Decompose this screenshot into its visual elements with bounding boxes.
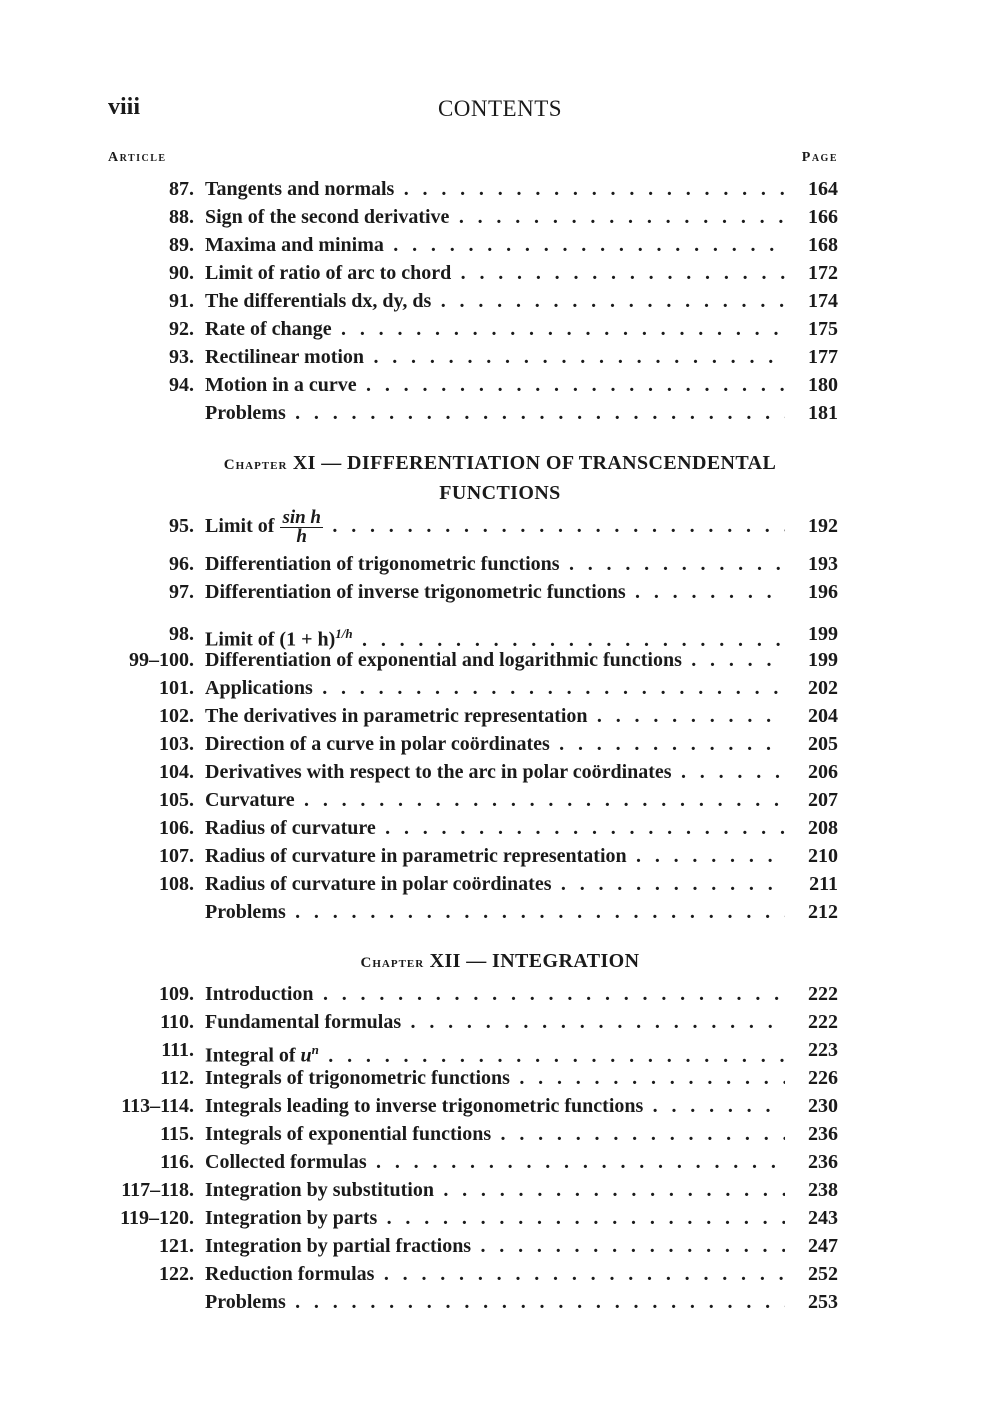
article-number: 96. xyxy=(169,553,194,575)
page-number: 205 xyxy=(808,733,838,755)
toc-entry[interactable] xyxy=(0,1036,1000,1067)
page-column-label: Page xyxy=(801,150,838,165)
article-number: 98. xyxy=(169,623,194,645)
toc-entry[interactable] xyxy=(0,786,1000,814)
toc-entry[interactable] xyxy=(0,612,1000,651)
toc-entry[interactable] xyxy=(0,1148,1000,1176)
page-number: 202 xyxy=(808,677,838,699)
entry-title: The differentials dx, dy, ds . . . xyxy=(205,287,785,315)
entry-title: Fundamental formulas . . . xyxy=(205,1008,785,1036)
toc-entry[interactable] xyxy=(0,578,1000,606)
toc-entry[interactable] xyxy=(0,758,1000,786)
entry-title: The derivatives in parametric representation . . . xyxy=(205,702,785,730)
entry-title: Differentiation of trigonometric functions . . . xyxy=(205,550,785,578)
page-number: 181 xyxy=(808,402,838,424)
article-number: 88. xyxy=(169,206,194,228)
toc-entry[interactable] xyxy=(0,646,1000,674)
entry-title-text: Integral of xyxy=(205,1044,296,1067)
exponent: 1/h xyxy=(335,626,353,641)
toc-entry[interactable] xyxy=(0,259,1000,287)
toc-entry[interactable] xyxy=(0,287,1000,315)
math-base: u xyxy=(300,1044,312,1067)
toc-entry[interactable] xyxy=(0,1204,1000,1232)
toc-entry[interactable] xyxy=(0,506,1000,546)
article-number: 119–120. xyxy=(120,1207,194,1229)
toc-entry[interactable] xyxy=(0,898,1000,926)
toc-entry[interactable] xyxy=(0,175,1000,203)
page-number: 238 xyxy=(808,1179,838,1201)
article-number: 109. xyxy=(159,983,194,1005)
page-number: 222 xyxy=(808,1011,838,1033)
toc-entry[interactable] xyxy=(0,730,1000,758)
page-number: 177 xyxy=(808,346,838,368)
entry-title: Limit of ratio of arc to chord . . . xyxy=(205,259,785,287)
chapter-xii-title: XII — INTEGRATION xyxy=(429,950,640,972)
page-number: 211 xyxy=(809,873,838,895)
entry-title: Problems . . . xyxy=(205,898,785,926)
article-number: 115. xyxy=(160,1123,194,1145)
page-number: 243 xyxy=(808,1207,838,1229)
page-number: 236 xyxy=(808,1151,838,1173)
entry-title: Sign of the second derivative . . . xyxy=(205,203,785,231)
toc-entry[interactable] xyxy=(0,371,1000,399)
entry-title: Rate of change . . . xyxy=(205,315,785,343)
page-number: 199 xyxy=(808,649,838,671)
page-number: 172 xyxy=(808,262,838,284)
entry-title: Motion in a curve . . . xyxy=(205,371,785,399)
toc-entry[interactable] xyxy=(0,870,1000,898)
entry-title: Integration by substitution . . . xyxy=(205,1176,785,1204)
fraction-numerator: sin h xyxy=(282,506,321,528)
page-number: 206 xyxy=(808,761,838,783)
article-number: 105. xyxy=(159,789,194,811)
page-number: 247 xyxy=(808,1235,838,1257)
page-number: 192 xyxy=(808,515,838,537)
page-number: 166 xyxy=(808,206,838,228)
entry-title: Integration by partial fractions . . . xyxy=(205,1232,785,1260)
page-number: 180 xyxy=(808,374,838,396)
toc-entry[interactable] xyxy=(0,203,1000,231)
article-number: 102. xyxy=(159,705,194,727)
chapter-xi-title: XI — DIFFERENTIATION OF TRANSCENDENTAL xyxy=(292,452,777,474)
entry-title: Rectilinear motion . . . xyxy=(205,343,785,371)
page-number: 223 xyxy=(808,1039,838,1061)
article-number: 116. xyxy=(160,1151,194,1173)
toc-entry[interactable] xyxy=(0,842,1000,870)
toc-entry[interactable] xyxy=(0,702,1000,730)
page-number: 196 xyxy=(808,581,838,603)
entry-title: Radius of curvature in parametric representation . . . xyxy=(205,842,785,870)
toc-entry[interactable] xyxy=(0,1008,1000,1036)
article-number: 121. xyxy=(159,1235,194,1257)
article-number: 93. xyxy=(169,346,194,368)
article-number: 122. xyxy=(159,1263,194,1285)
toc-entry[interactable] xyxy=(0,343,1000,371)
article-number: 111. xyxy=(161,1039,194,1061)
page-number: 212 xyxy=(808,901,838,923)
page-number: 236 xyxy=(808,1123,838,1145)
entry-title-text: Limit of xyxy=(205,515,275,537)
article-number: 89. xyxy=(169,234,194,256)
article-number: 112. xyxy=(160,1067,194,1089)
toc-entry[interactable] xyxy=(0,1092,1000,1120)
running-title: CONTENTS xyxy=(437,96,563,121)
page-number: 226 xyxy=(808,1067,838,1089)
entry-title: Integrals leading to inverse trigonometric functions . . . xyxy=(205,1092,785,1120)
entry-title: Radius of curvature in polar coördinates . . . xyxy=(205,870,785,898)
entry-title: Integrals of exponential functions . . . xyxy=(205,1120,785,1148)
article-number: 101. xyxy=(159,677,194,699)
chapter-xi-prefix: Chapter xyxy=(223,457,288,473)
article-number: 108. xyxy=(159,873,194,895)
fraction-denominator: h xyxy=(296,525,307,546)
exponent: n xyxy=(311,1042,319,1057)
article-number: 94. xyxy=(169,374,194,396)
entry-title: Tangents and normals . . . xyxy=(205,175,785,203)
page-number: 253 xyxy=(808,1291,838,1313)
article-number: 110. xyxy=(160,1011,194,1033)
toc-entry[interactable] xyxy=(0,1176,1000,1204)
article-number: 106. xyxy=(159,817,194,839)
entry-title: Integrals of trigonometric functions . . . xyxy=(205,1064,785,1092)
page-number: 210 xyxy=(808,845,838,867)
entry-title: Derivatives with respect to the arc in polar coördinates . . . xyxy=(205,758,785,786)
page-number: 208 xyxy=(808,817,838,839)
page-number: 175 xyxy=(808,318,838,340)
entry-title xyxy=(205,506,785,546)
article-number: 91. xyxy=(169,290,194,312)
page-number: 193 xyxy=(808,553,838,575)
toc-entry[interactable] xyxy=(0,1232,1000,1260)
article-number: 87. xyxy=(169,178,194,200)
article-number: 113–114. xyxy=(121,1095,194,1117)
entry-title: Differentiation of exponential and logarithmic functions . . . xyxy=(205,646,785,674)
article-column-label: Article xyxy=(108,150,167,165)
fraction xyxy=(280,506,323,546)
article-number: 99–100. xyxy=(129,649,194,671)
entry-title: Direction of a curve in polar coördinates . . . xyxy=(205,730,785,758)
page-number: 204 xyxy=(808,705,838,727)
chapter-xii-prefix: Chapter xyxy=(360,955,425,971)
entry-title: Radius of curvature . . . xyxy=(205,814,785,842)
page-folio: viii xyxy=(108,94,141,120)
toc-entry[interactable] xyxy=(0,399,1000,427)
entry-title: Differentiation of inverse trigonometric functions . . . xyxy=(205,578,785,606)
toc-entry[interactable] xyxy=(0,814,1000,842)
article-number: 103. xyxy=(159,733,194,755)
chapter-xi-heading-line2: FUNCTIONS xyxy=(439,482,561,504)
page-number: 222 xyxy=(808,983,838,1005)
toc-entry[interactable] xyxy=(0,980,1000,1008)
article-number: 95. xyxy=(169,515,194,537)
article-number: 90. xyxy=(169,262,194,284)
toc-entry[interactable] xyxy=(0,315,1000,343)
toc-entry[interactable] xyxy=(0,674,1000,702)
chapter-xii-heading xyxy=(0,950,1000,973)
entry-title: Reduction formulas . . . xyxy=(205,1260,785,1288)
toc-entry[interactable] xyxy=(0,231,1000,259)
entry-title: Curvature . . . xyxy=(205,786,785,814)
page-number: 164 xyxy=(808,178,838,200)
entry-title: Applications . . . xyxy=(205,674,785,702)
toc-entry[interactable] xyxy=(0,1260,1000,1288)
entry-title: Introduction . . . xyxy=(205,980,785,1008)
toc-entry[interactable] xyxy=(0,1288,1000,1316)
toc-entry[interactable] xyxy=(0,550,1000,578)
entry-title: Maxima and minima . . . xyxy=(205,231,785,259)
article-number: 92. xyxy=(169,318,194,340)
article-number: 97. xyxy=(169,581,194,603)
entry-title: Collected formulas . . . xyxy=(205,1148,785,1176)
toc-entry[interactable] xyxy=(0,1120,1000,1148)
article-number: 104. xyxy=(159,761,194,783)
page-number: 252 xyxy=(808,1263,838,1285)
page-number: 230 xyxy=(808,1095,838,1117)
entry-title: Problems . . . xyxy=(205,399,785,427)
entry-title: Problems . . . xyxy=(205,1288,785,1316)
page-number: 168 xyxy=(808,234,838,256)
article-number: 107. xyxy=(159,845,194,867)
toc-entry[interactable] xyxy=(0,1064,1000,1092)
entry-title: Integration by parts . . . xyxy=(205,1204,785,1232)
entry-title-text: Limit of (1 + h) xyxy=(205,628,336,651)
chapter-xi-heading xyxy=(0,452,1000,475)
page-number: 207 xyxy=(808,789,838,811)
page-number: 174 xyxy=(808,290,838,312)
page-number: 199 xyxy=(808,623,838,645)
article-number: 117–118. xyxy=(121,1179,194,1201)
